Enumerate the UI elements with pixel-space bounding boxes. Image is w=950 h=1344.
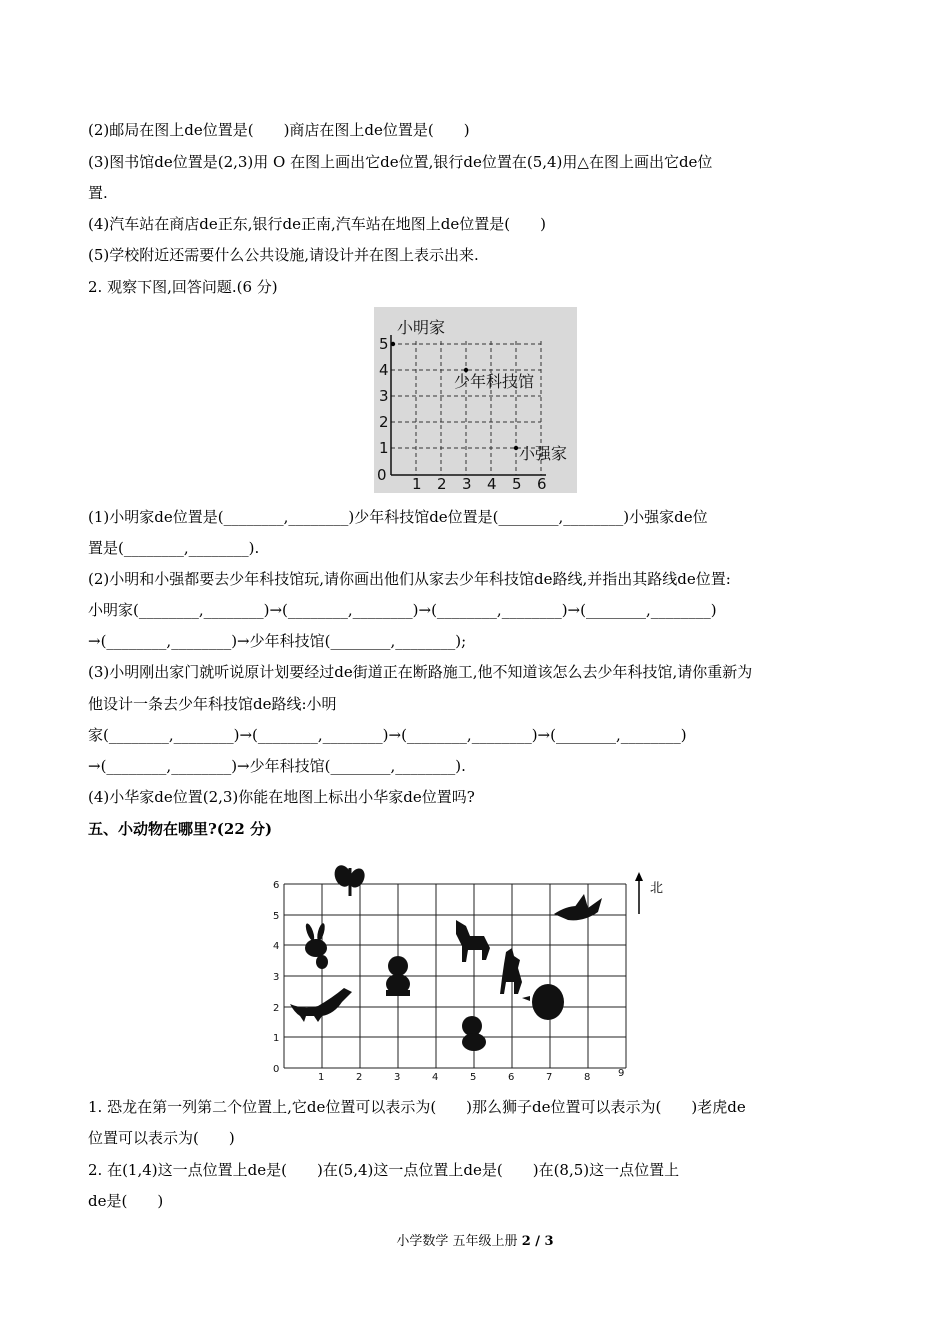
y-tick: 5 [273,911,280,922]
animal-grid-figure [266,862,686,1084]
north-label: 北 [650,881,664,896]
section-5-heading: 五、小动物在哪里?(22 分) [88,820,273,838]
y-tick: 6 [273,880,280,891]
label-science-center: 少年科技馆 [454,372,535,391]
y-tick: 3 [379,387,389,405]
page-number: 2 / 3 [521,1234,554,1249]
q2-route-blanks-1: 小明家(________,________)→(________,________)→(________,________)→(________,________) [88,601,717,619]
x-tick: 1 [412,475,422,493]
label-xiaoming-home: 小明家 [397,318,446,337]
xiaoqiang-home-point [514,446,518,450]
hedgehog-icon [522,984,564,1020]
question-5-facilities: (5)学校附近还需要什么公共设施,请设计并在图上表示出来. [88,246,479,264]
section-2-heading: 2. 观察下图,回答问题.(6 分) [88,278,278,296]
y-tick: 3 [273,972,280,983]
xiaoming-home-point [391,342,395,346]
q1-positions-continued: 置是(________,________). [88,539,260,557]
x-tick: 1 [318,1072,325,1083]
y-tick: 0 [273,1064,280,1075]
x-tick: 5 [512,475,522,493]
lion-icon [462,1016,486,1051]
y-tick: 4 [273,941,280,952]
part5-q2-continued: de是( ) [88,1192,164,1210]
y-tick: 2 [273,1003,280,1014]
part5-q1: 1. 恐龙在第一列第二个位置上,它de位置可以表示为( )那么狮子de位置可以表示为( )老虎de [88,1098,746,1116]
question-2-post-office: (2)邮局在图上de位置是( )商店在图上de位置是( ) [88,121,470,139]
deer-icon [500,948,522,994]
question-3-continued: 置. [88,184,108,202]
x-tick: 3 [394,1072,401,1083]
horse-icon [456,920,490,962]
x-tick: 4 [432,1072,439,1083]
label-xiaoqiang-home: 小强家 [519,444,568,463]
x-tick: 4 [487,475,497,493]
q3-new-route-continued: 他设计一条去少年科技馆de路线:小明 [88,695,337,713]
part5-q1-continued: 位置可以表示为( ) [88,1129,235,1147]
q2-route-blanks-2: →(________,________)→少年科技馆(________,________); [88,632,467,650]
x-tick: 5 [470,1072,477,1083]
question-4-bus-station: (4)汽车站在商店de正东,银行de正南,汽车站在地图上de位置是( ) [88,215,546,233]
dinosaur-icon [290,988,352,1022]
north-arrow-icon [635,872,663,914]
y-tick: 1 [379,439,389,457]
question-3-library: (3)图书馆de位置是(2,3)用 O 在图上画出它de位置,银行de位置在(5,4)用△在图上画出它de位 [88,153,713,171]
footer-course: 小学数学 五年级上册 [396,1234,518,1249]
bird-icon [554,894,602,920]
coordinate-grid-figure-1 [374,307,577,493]
q3-route-blanks-1: 家(________,________)→(________,________)→(________,________)→(________,________) [88,726,687,744]
y-tick: 0 [377,466,387,484]
y-tick: 4 [379,361,389,379]
part5-q2: 2. 在(1,4)这一点位置上de是( )在(5,4)这一点位置上de是( )在(8,5)这一点位置上 [88,1161,680,1179]
x-tick: 9 [618,1068,625,1079]
q2-route-question: (2)小明和小强都要去少年科技馆玩,请你画出他们从家去少年科技馆de路线,并指出其路线de位置: [88,570,731,588]
x-tick: 6 [537,475,547,493]
y-tick: 5 [379,335,389,353]
x-tick: 8 [584,1072,591,1083]
rabbit-icon [304,923,328,969]
q3-new-route: (3)小明刚出家门就听说原计划要经过de街道正在断路施工,他不知道该怎么去少年科技馆,请你重新为 [88,663,753,681]
q1-positions: (1)小明家de位置是(________,________)少年科技馆de位置是(________,________)小强家de位 [88,508,708,526]
x-tick: 6 [508,1072,515,1083]
q3-route-blanks-2: →(________,________)→少年科技馆(________,________). [88,757,466,775]
x-tick: 3 [462,475,472,493]
q4-xiaohua-home: (4)小华家de位置(2,3)你能在地图上标出小华家de位置吗? [88,788,475,806]
butterfly-icon [332,863,368,896]
y-tick: 2 [379,413,389,431]
x-tick: 7 [546,1072,553,1083]
x-tick: 2 [356,1072,363,1083]
x-tick: 2 [437,475,447,493]
page-footer [0,1230,950,1249]
y-tick: 1 [273,1033,280,1044]
